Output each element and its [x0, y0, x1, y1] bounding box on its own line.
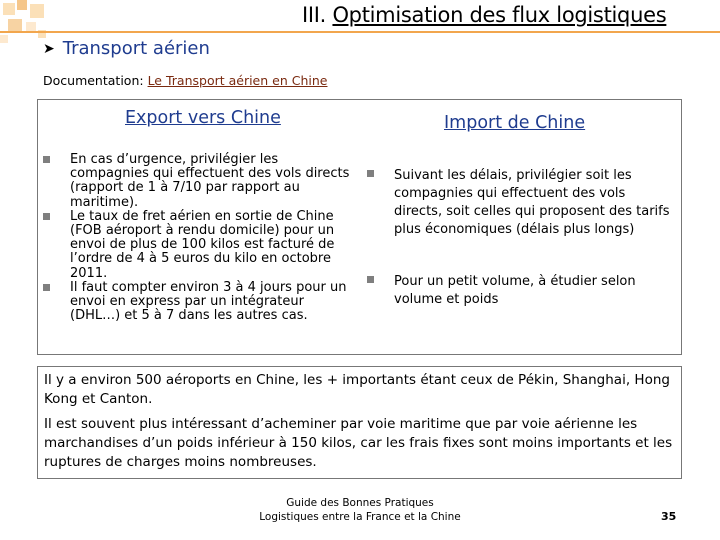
note-paragraph: Il y a environ 500 aéroports en Chine, les + importants étant ceux de Pékin, Shanghai, Hong Kong et Canton. [44, 372, 670, 407]
footer-line: Guide des Bonnes Pratiques [286, 497, 434, 509]
page-number: 35 [661, 510, 677, 523]
export-column-title: Export vers Chine [125, 108, 281, 128]
title-prefix: III. [302, 3, 327, 27]
list-item-text: En cas d’urgence, privilégier les compagnies qui effectuent des vols directs (rapport de 1 à 7/10 par rapport au maritime). [70, 152, 350, 210]
import-list [394, 167, 674, 309]
documentation-line [43, 73, 327, 88]
list-item [70, 281, 355, 324]
arrow-bullet-icon: ➤ [43, 40, 55, 57]
notes-box [37, 366, 682, 479]
documentation-label: Documentation: [43, 73, 148, 88]
list-item-text: Suivant les délais, privilégier soit les compagnies qui effectuent des vols directs, soit celles qui proposent des tarifs plus économiques (délais plus longs) [394, 168, 670, 237]
list-item [70, 153, 355, 210]
section-heading [43, 38, 210, 59]
section-heading-text: Transport aérien [62, 38, 210, 59]
page-title [302, 3, 666, 27]
import-column-title: Import de Chine [444, 113, 586, 133]
list-item-text: Pour un petit volume, à étudier selon volume et poids [394, 274, 636, 307]
title-divider [0, 31, 720, 33]
export-list [70, 153, 355, 323]
list-item-text: Il faut compter environ 3 à 4 jours pour un envoi en express par un intégrateur (DHL…) et 5 à 7 dans les autres cas. [70, 279, 347, 324]
title-main: Optimisation des flux logistiques [332, 3, 667, 27]
footer-line: Logistiques entre la France et la Chine [259, 511, 461, 523]
square-bullet-icon [367, 170, 374, 177]
square-bullet-icon [43, 213, 50, 220]
square-bullet-icon [43, 156, 50, 163]
documentation-link[interactable]: Le Transport aérien en Chine [147, 73, 328, 88]
list-item [70, 210, 355, 281]
list-item [394, 273, 674, 309]
square-bullet-icon [43, 284, 50, 291]
list-item-text: Le taux de fret aérien en sortie de Chine (FOB aéroport à rendu domicile) pour un envoi de plus de 100 kilos est facturé de l’ordre de 4 à 5 euros du kilo en octobre 2011. [70, 208, 335, 281]
footer [220, 496, 500, 524]
square-bullet-icon [367, 276, 374, 283]
note-paragraph: Il est souvent plus intéressant d’acheminer par voie maritime que par voie aérienne les marchandises d’un poids inférieur à 150 kilos, car les frais fixes sont moins importants et les ruptures de charges moins nombreuses. [44, 416, 673, 470]
list-item [394, 167, 674, 239]
